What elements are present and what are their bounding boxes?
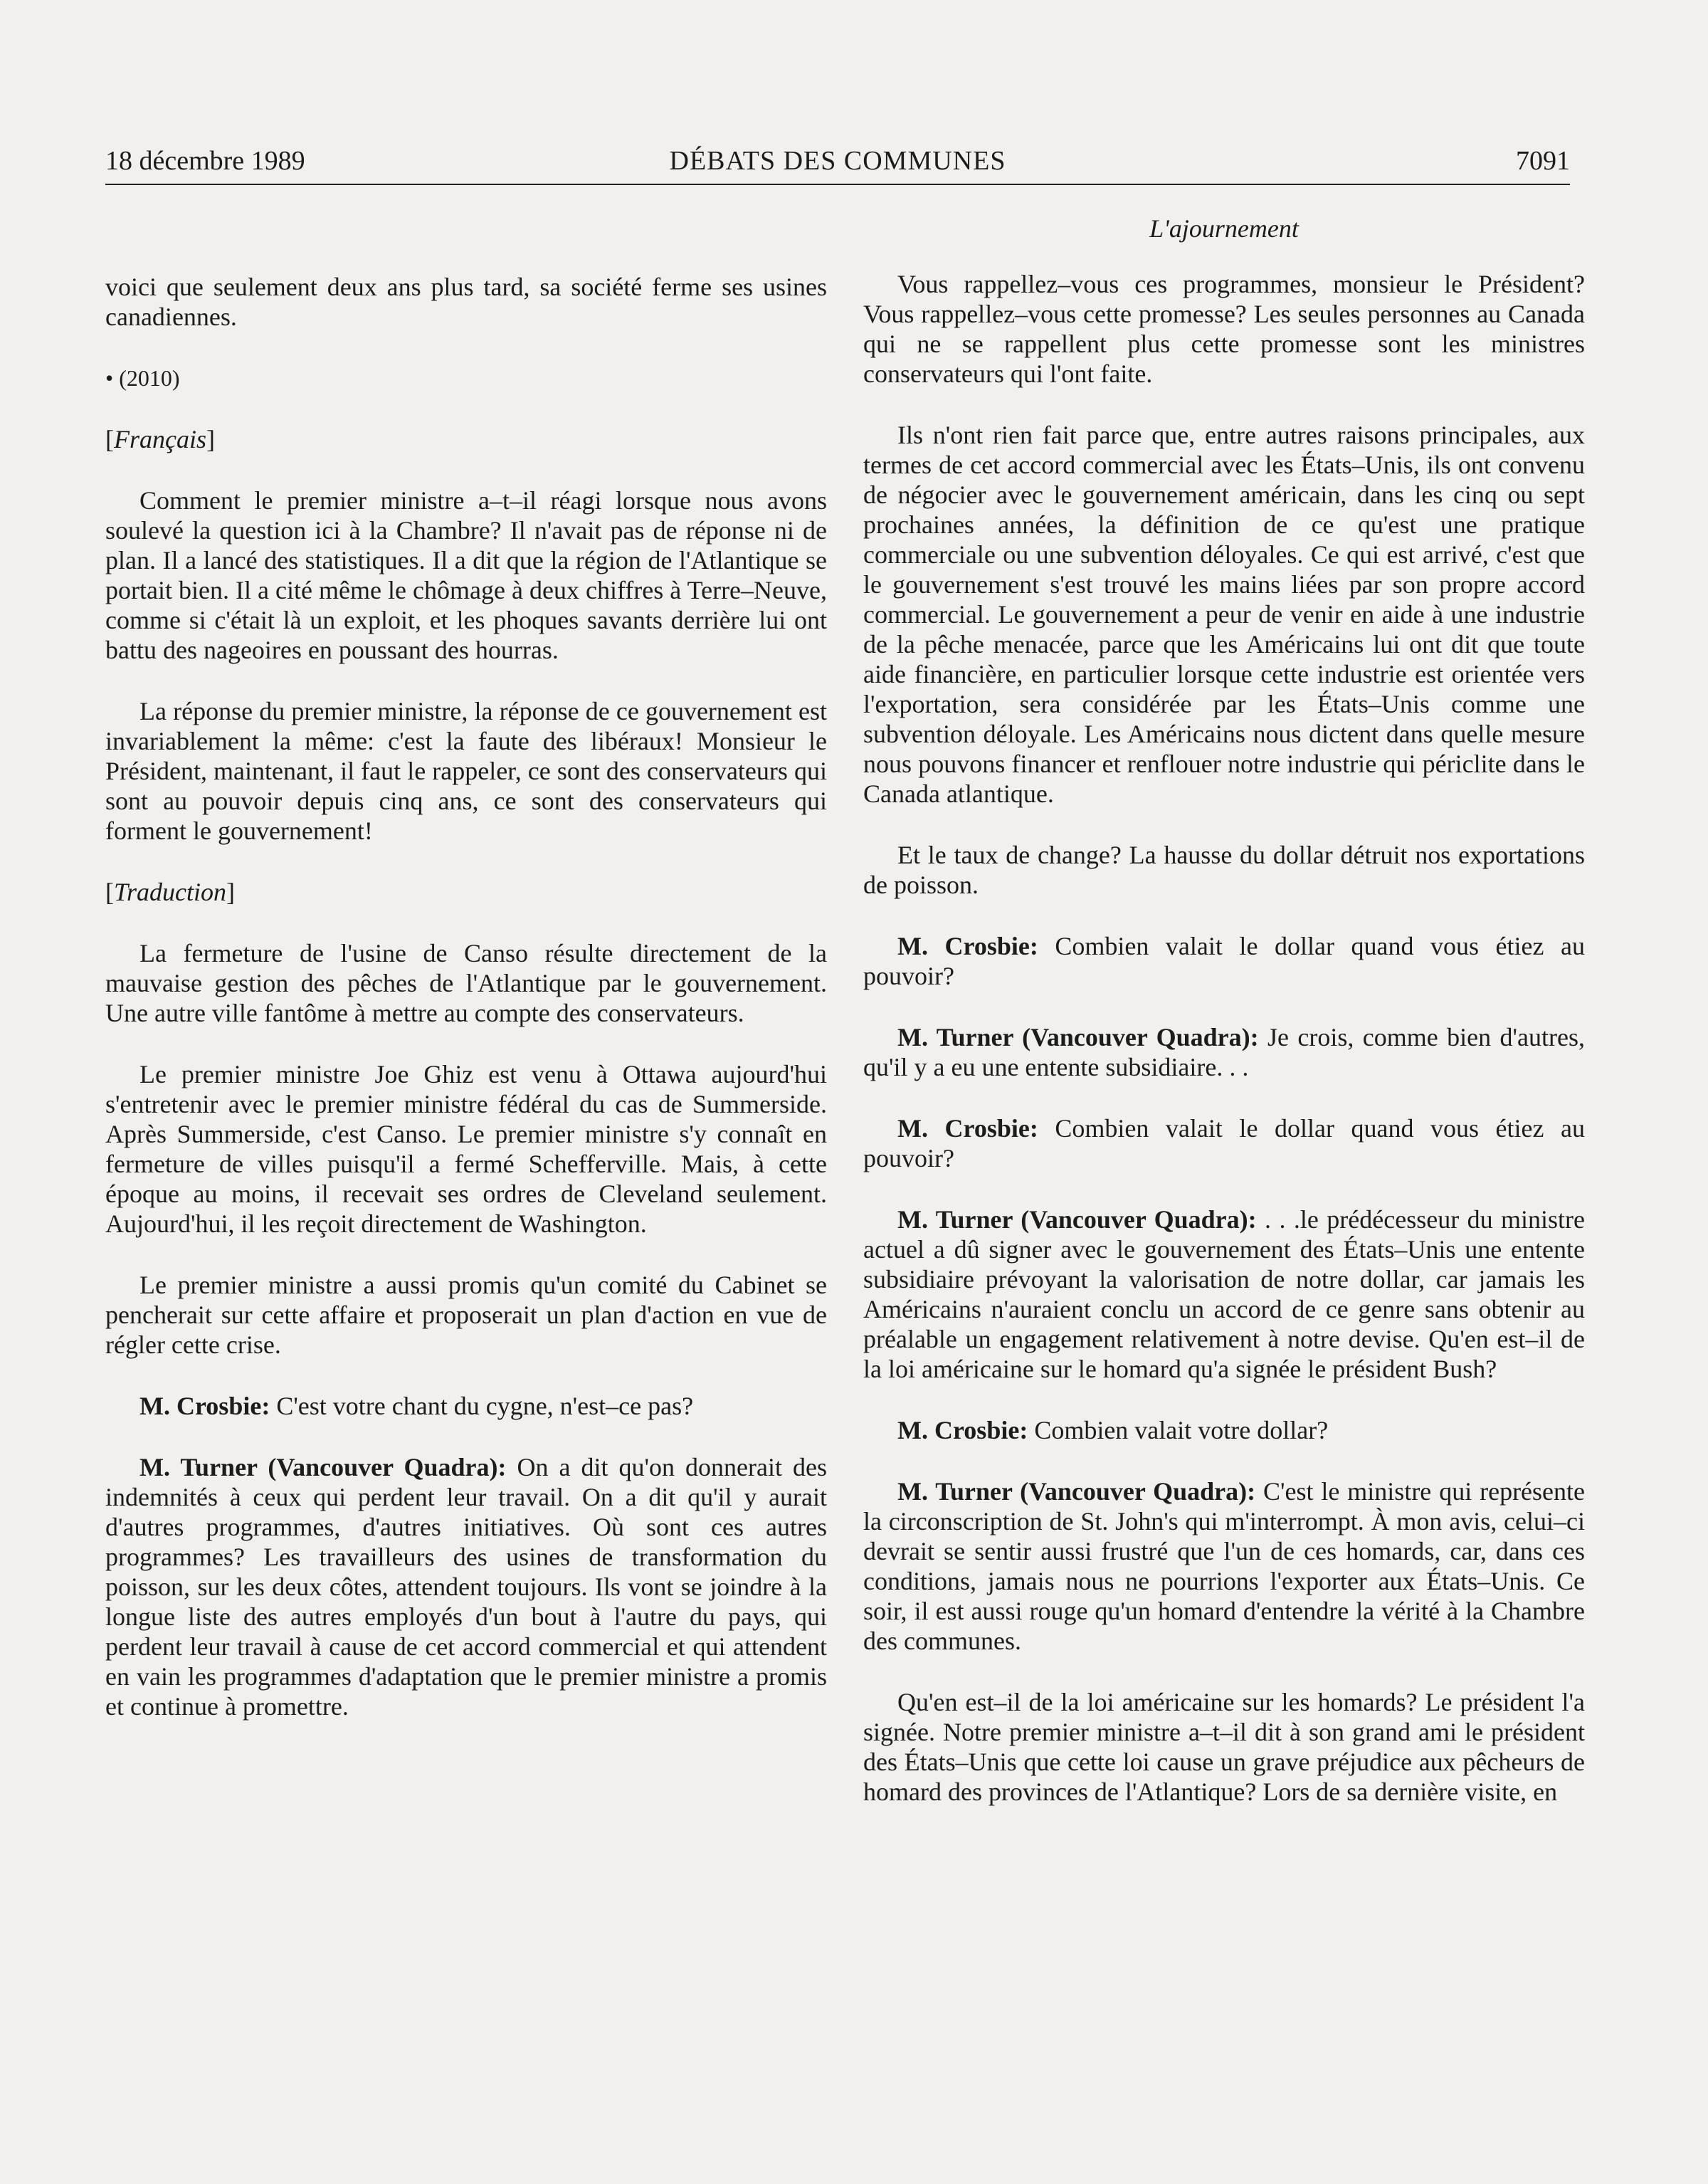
speech-paragraph: [105, 1391, 827, 1421]
paragraph: Vous rappellez–vous ces programmes, monsieur le Président? Vous rappellez–vous cette promesse? Les seules personnes au Canada qui ne se rappellent plus cette promesse sont les ministres conservateurs qui l'ont faite.: [863, 270, 1585, 388]
speaker-name: M. Turner (Vancouver Quadra):: [897, 1023, 1259, 1051]
paragraph: La réponse du premier ministre, la réponse de ce gouvernement est invariablement la même: c'est la faute des libéraux! Monsieur le Président, maintenant, il faut le rappeler, ce sont des conservateurs qui sont au pouvoir depuis cinq ans, ce sont des conservateurs qui forment le gouvernement!: [105, 697, 827, 845]
speech-text: Je crois, comme bien d'autres, qu'il y a eu une entente subsidiaire. . .: [863, 1023, 1586, 1081]
speech-text: Combien valait le dollar quand vous étiez au pouvoir?: [863, 1114, 1585, 1172]
speech-paragraph: [105, 1452, 827, 1721]
speech-paragraph: [863, 1415, 1585, 1445]
speech-text: C'est votre chant du cygne, n'est–ce pas?: [270, 1392, 694, 1420]
speaker-name: M. Crosbie:: [139, 1392, 270, 1420]
speech-text: Combien valait votre dollar?: [1028, 1416, 1329, 1444]
paragraph: La fermeture de l'usine de Canso résulte directement de la mauvaise gestion des pêches de l'Atlantique par le gouvernement. Une autre ville fantôme à mettre au compte des conservateurs.: [105, 939, 827, 1027]
speech-paragraph: [863, 1204, 1585, 1384]
speech-paragraph: [863, 1476, 1585, 1656]
time-marker: • (2010): [105, 365, 180, 391]
speaker-name: M. Turner (Vancouver Quadra):: [897, 1477, 1256, 1506]
speech-text: . . .le prédécesseur du ministre actuel a dû signer avec le gouvernement des États–Unis une entente subsidiaire prévoyant la valorisation de notre dollar, car jamais les Américains n'auraient conclu un accord de ce genre sans obtenir au préalable un engagement relativement à notre devise. Qu'en est–il de la loi américaine sur le homard qu'a signée le président Bush?: [863, 1205, 1586, 1383]
paragraph: Le premier ministre Joe Ghiz est venu à Ottawa aujourd'hui s'entretenir avec le premier ministre fédéral du cas de Summerside. Après Summerside, c'est Canso. Le premier ministre s'y connaît en fermeture de villes puisqu'il a fermé Schefferville. Mais, à cette époque au moins, il recevait ses ordres de Cleveland seulement. Aujourd'hui, il les reçoit directement de Washington.: [105, 1060, 827, 1238]
language-tag: [Traduction]: [105, 878, 236, 906]
speaker-name: M. Crosbie:: [897, 932, 1038, 960]
section-heading: L'ajournement: [1149, 214, 1299, 243]
paragraph: voici que seulement deux ans plus tard, sa société ferme ses usines canadiennes.: [105, 273, 827, 331]
speaker-name: M. Turner (Vancouver Quadra):: [897, 1205, 1257, 1234]
paragraph: Ils n'ont rien fait parce que, entre autres raisons principales, aux termes de cet accord commercial avec les États–Unis, ils ont convenu de négocier avec le gouvernement américain, dans les cinq ou sept prochaines années, la définition de ce qu'est une pratique commerciale ou une subvention déloyales. Ce qui est arrivé, c'est que le gouvernement s'est trouvé les mains liées par son propre accord commercial. Le gouvernement a peur de venir en aide à une industrie de la pêche menacée, parce que les Américains lui ont dit que toute aide financière, en particulier lorsque cette industrie est orientée vers l'exportation, sera considérée par les États–Unis comme une subvention déloyale. Les Américains nous dictent dans quelle mesure nous pouvons financer et renflouer notre industrie qui périclite dans le Canada atlantique.: [863, 421, 1585, 808]
speech-text: C'est le ministre qui représente la circonscription de St. John's qui m'interrompt. À mon avis, celui–ci devrait se sentir aussi frustré que l'un de ces homards, car, dans ces conditions, jamais nous ne pourrions l'exporter aux États–Unis. Ce soir, il est aussi rouge qu'un homard d'entendre la vérité à la Chambre des communes.: [863, 1477, 1586, 1655]
language-tag: [Français]: [105, 425, 215, 453]
speech-paragraph: [863, 1113, 1585, 1173]
paragraph: Le premier ministre a aussi promis qu'un comité du Cabinet se pencherait sur cette affaire et proposerait un plan d'action en vue de régler cette crise.: [105, 1271, 827, 1359]
language-tag-text: Traduction: [114, 878, 227, 906]
paragraph: Comment le premier ministre a–t–il réagi lorsque nous avons soulevé la question ici à la Chambre? Il n'avait pas de réponse ni de plan. Il a lancé des statistiques. Il a dit que la région de l'Atlantique se portait bien. Il a cité même le chômage à deux chiffres à Terre–Neuve, comme si c'était là un exploit, et les phoques savants derrière lui ont battu des nageoires en poussant des hourras.: [105, 486, 827, 664]
paragraph: Qu'en est–il de la loi américaine sur les homards? Le président l'a signée. Notre premier ministre a–t–il dit à son grand ami le président des États–Unis que cette loi cause un grave préjudice aux pêcheurs de homard des provinces de l'Atlantique? Lors de sa dernière visite, en: [863, 1688, 1585, 1806]
right-column: [863, 214, 1585, 1838]
speech-text: Combien valait le dollar quand vous étiez au pouvoir?: [863, 932, 1585, 990]
speech-paragraph: [863, 1022, 1585, 1082]
header-date: 18 décembre 1989: [105, 146, 305, 176]
paragraph: Et le taux de change? La hausse du dollar détruit nos exportations de poisson.: [863, 841, 1585, 899]
speaker-name: M. Turner (Vancouver Quadra):: [139, 1453, 507, 1481]
header-title: DÉBATS DES COMMUNES: [669, 146, 1006, 176]
language-tag-text: Français: [114, 425, 206, 453]
left-column: [105, 272, 827, 1753]
page-number: 7091: [1516, 146, 1570, 176]
speech-paragraph: [863, 931, 1585, 991]
speaker-name: M. Crosbie:: [897, 1114, 1038, 1143]
speaker-name: M. Crosbie:: [897, 1416, 1028, 1444]
speech-text: On a dit qu'on donnerait des indemnités à ceux qui perdent leur travail. On a dit qu'il y aurait d'autres programmes, d'autres initiatives. Où sont ces autres programmes? Les travailleurs des usines de transformation du poisson, sur les deux côtes, attendent toujours. Ils vont se joindre à la longue liste des autres employés d'un bout à l'autre du pays, qui perdent leur travail à cause de cet accord commercial et qui attendent en vain les programmes d'adaptation que le premier ministre a promis et continue à promettre.: [105, 1453, 828, 1721]
page-header: [105, 142, 1570, 185]
